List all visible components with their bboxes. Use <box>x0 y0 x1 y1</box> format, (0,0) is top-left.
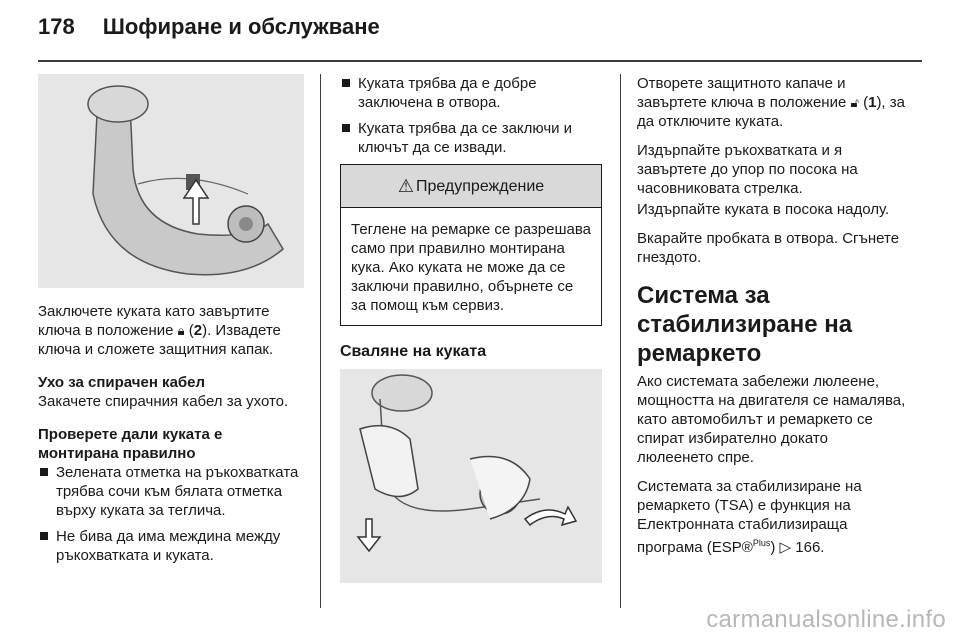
bullet-icon <box>40 532 48 540</box>
warning-box <box>340 164 602 326</box>
chapter-title: Шофиране и обслужване <box>102 14 380 39</box>
tsa-esp-text <box>637 477 907 557</box>
text-fragment: ). Извадете ключа и сложете защитния капак. <box>38 322 281 358</box>
list-item-text: Зелената отметка на ръкохватката трябва сочи към бялата отметка върху куката за теглича. <box>56 464 299 519</box>
text-fragment: Системата за стабилизиране на ремаркето (TSA) е функция на Електронната стабилизираща програма (ESP® <box>637 478 862 556</box>
column-1 <box>38 74 304 572</box>
text-fragment: ) <box>770 539 780 556</box>
column-divider <box>620 74 621 608</box>
check-list-continued <box>340 74 602 157</box>
position-ref: 1 <box>868 94 877 111</box>
text-fragment: ( <box>184 322 194 339</box>
superscript: Plus <box>752 538 771 548</box>
warning-text: Теглене на ремарке се разрешава само при правилно монтирана кука. Ако куката не може да се заключи правилно, обърнете се за помощ към сервиз. <box>351 221 592 314</box>
page-ref-link[interactable]: 166. <box>791 539 825 556</box>
lock-instruction-text <box>38 302 304 359</box>
tsa-description-text: Ако системата забележи люлеене, мощността на двигателя се намалява, като автомобилът и ремаркето се спират избирателно докато люлеенето спре. <box>637 373 906 466</box>
text-fragment: Отворете защитното капаче и завъртете ключа в положение <box>637 75 851 111</box>
tow-hook-removal-drawing <box>340 369 602 583</box>
list-item <box>38 527 304 565</box>
check-list <box>38 463 304 565</box>
lock-open-icon: 🔓︎ <box>850 95 859 110</box>
warning-header <box>341 165 601 208</box>
tow-hook-removal-illustration <box>340 369 602 583</box>
handle-instruction-text: Издърпайте ръкохватката и я завъртете до упор по посока на часовниковата стрелка. <box>637 142 858 197</box>
list-item-text: Куката трябва да се заключи и ключът да се извади. <box>358 120 573 156</box>
warning-title: Предупреждение <box>415 177 545 195</box>
subhead-brake-cable: Ухо за спирачен кабел <box>38 374 206 391</box>
page-ref-arrow-icon: ▷ <box>779 539 792 556</box>
list-item-text: Не бива да има междина между ръкохватката и куката. <box>56 528 281 564</box>
page-header <box>38 14 380 44</box>
bullet-icon <box>40 468 48 476</box>
page-number: 178 <box>38 14 75 39</box>
column-divider <box>320 74 321 608</box>
watermark: carmanualsonline.info <box>706 606 946 633</box>
bullet-icon <box>342 79 350 87</box>
tow-hook-lock-illustration <box>38 74 304 288</box>
section-title-removal: Сваляне на куката <box>340 343 487 360</box>
plug-text: Вкарайте пробката в отвора. Сгънете гнездото. <box>637 230 900 266</box>
warning-triangle-icon: ⚠ <box>397 175 414 196</box>
section-title-tsa: Система за стабилизиране на ремаркето <box>637 282 853 367</box>
position-ref: 2 <box>193 322 203 339</box>
pull-down-text: Издърпайте куката в посока надолу. <box>637 201 890 218</box>
list-item-text: Куката трябва да е добре заключена в отвора. <box>358 75 537 111</box>
unlock-instruction-text <box>637 74 907 131</box>
lock-closed-icon: 🔒︎ <box>177 323 185 338</box>
tow-hook-lock-drawing <box>38 74 304 288</box>
column-2 <box>340 74 602 583</box>
text-fragment: Заключете куката като завъртите ключа в положение <box>38 303 270 339</box>
text-fragment: ), за да отключите куката. <box>637 94 905 130</box>
column-3 <box>637 74 907 567</box>
brake-cable-text: Закачете спирачния кабел за ухото. <box>38 393 289 410</box>
bullet-icon <box>342 124 350 132</box>
list-item <box>38 463 304 520</box>
list-item <box>340 119 602 157</box>
subhead-check-mount: Проверете дали куката е монтирана правилно <box>38 426 223 462</box>
header-rule <box>38 60 922 62</box>
text-fragment: ( <box>858 94 869 111</box>
list-item <box>340 74 602 112</box>
